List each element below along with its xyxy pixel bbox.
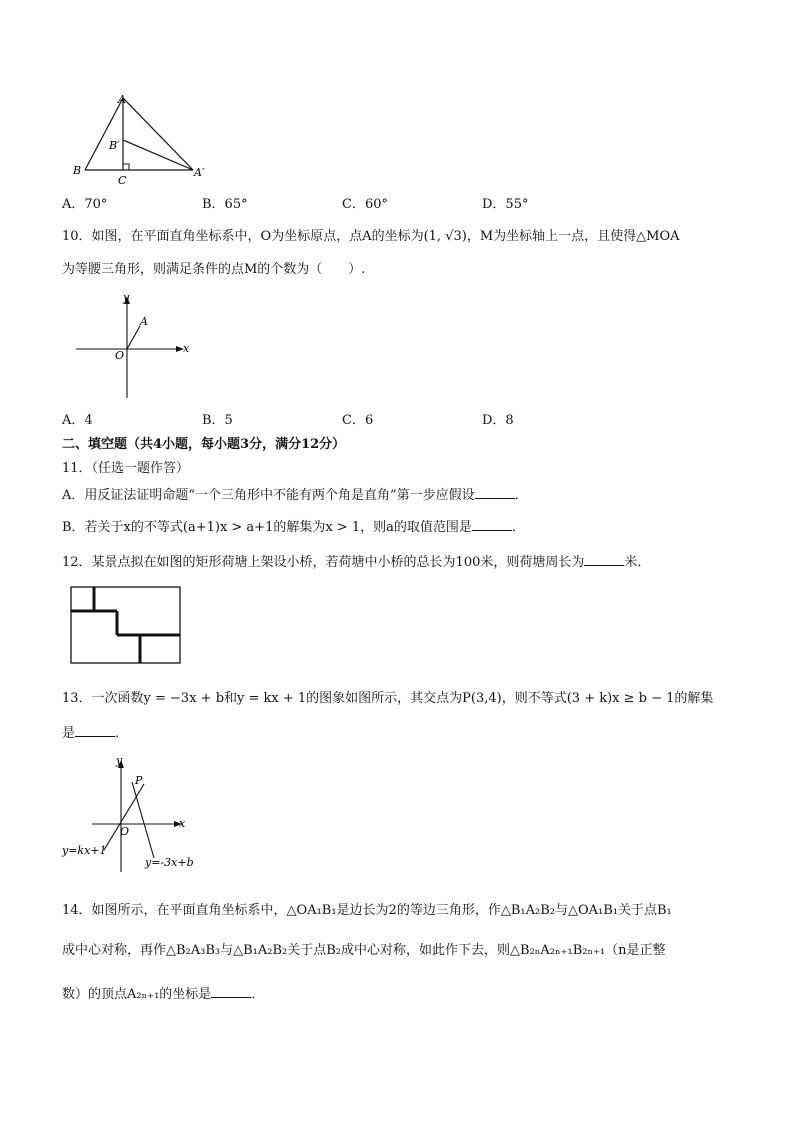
q11-stem: 11．（任选一题作答） (62, 461, 190, 476)
q13-label-o: O (120, 825, 130, 838)
q11-part-a: A．用反证法证明命题“一个三角形中不能有两个角是直角”第一步应假设 ． (62, 488, 528, 503)
q13-question-line2: 是 ． (62, 726, 129, 741)
q10-option-c: C．6 (342, 413, 374, 428)
q10-option-a: A．4 (62, 413, 93, 428)
q9-label-a-prime: A′ (194, 166, 205, 179)
q11-part-a-blank (475, 486, 515, 499)
q12-question (62, 553, 650, 572)
q13-blank (75, 724, 115, 737)
q9-option-c: C．60° (342, 197, 388, 212)
section-heading-fill-in: 二、填空题（共4小题，每小题3分，满分12分） (62, 437, 346, 452)
q11-part-b: B．若关于x的不等式(a+1)x > a+1的解集为x > 1，则a的取值范围是 ． (62, 520, 525, 535)
q13-label-x: x (179, 817, 186, 830)
q11-part-b-blank (472, 518, 512, 531)
q10-option-d: D．8 (482, 413, 514, 428)
q9-label-a: A (118, 93, 126, 106)
q10-label-y: y (123, 291, 130, 304)
q13-label-line-kx: y=kx+1 (62, 844, 107, 857)
q9-label-c: C (118, 174, 127, 187)
q13-graph-figure (58, 752, 198, 878)
q10-label-a: A (140, 315, 148, 328)
q10-question-line2: 为等腰三角形，则满足条件的点M的个数为（ ）. (62, 262, 366, 277)
q13-line2-text: 是 (62, 726, 76, 741)
q13-label-y: y (116, 754, 123, 767)
q11-part-a-text: A．用反证法证明命题“一个三角形中不能有两个角是直角”第一步应假设 (62, 488, 475, 503)
q9-label-b-prime: B′ (109, 139, 120, 152)
q10-label-o: O (115, 349, 125, 362)
q14-question-line2: 成中心对称，再作△B₂A₃B₃与△B₁A₂B₂关于点B₂成中心对称，如此作下去，则△B₂ₙA₂ₙ₊₁B₂ₙ₊₁（n是正整 (62, 943, 666, 958)
q9-option-d: D．55° (482, 197, 529, 212)
q14-question-line3: 数）的顶点A₂ₙ₊₁的坐标是 ． (62, 987, 265, 1002)
q13-label-p: P (135, 774, 143, 787)
q14-line3-text: 数）的顶点A₂ₙ₊₁的坐标是 (62, 987, 212, 1002)
q10-question-line1: 10．如图，在平面直角坐标系中，O为坐标原点，点A的坐标为(1, √3)，M为坐标轴上一点，且使得△MOA (62, 229, 680, 244)
q13-label-line-3x: y=-3x+b (145, 856, 194, 869)
q10-label-x: x (183, 342, 190, 355)
q9-triangle-figure (68, 92, 208, 188)
q10-option-b: B．5 (202, 413, 233, 428)
q14-question-line1: 14．如图所示，在平面直角坐标系中，△OA₁B₁是边长为2的等边三角形，作△B₁A₂B₂与△OA₁B₁关于点B₁ (62, 903, 672, 918)
q11-part-b-text: B．若关于x的不等式(a+1)x > a+1的解集为x > 1，则a的取值范围是 (62, 520, 472, 535)
q12-text: 12．某景点拟在如图的矩形荷塘上架设小桥，若荷塘中小桥的总长为100米，则荷塘周长为 (62, 555, 585, 570)
q9-label-b: B (73, 164, 82, 177)
q9-option-b: B．65° (202, 197, 248, 212)
q12-blank (584, 553, 624, 566)
q9-option-a: A．70° (62, 197, 108, 212)
q12-pond-figure (70, 586, 182, 666)
q14-blank (211, 985, 251, 998)
q10-axes-figure (72, 288, 194, 400)
q13-question-line1: 13．一次函数y = −3x + b和y = kx + 1的图象如图所示，其交点为P(3,4)，则不等式(3 + k)x ≥ b − 1的解集 (62, 691, 714, 706)
q12-unit: 米． (624, 555, 651, 570)
